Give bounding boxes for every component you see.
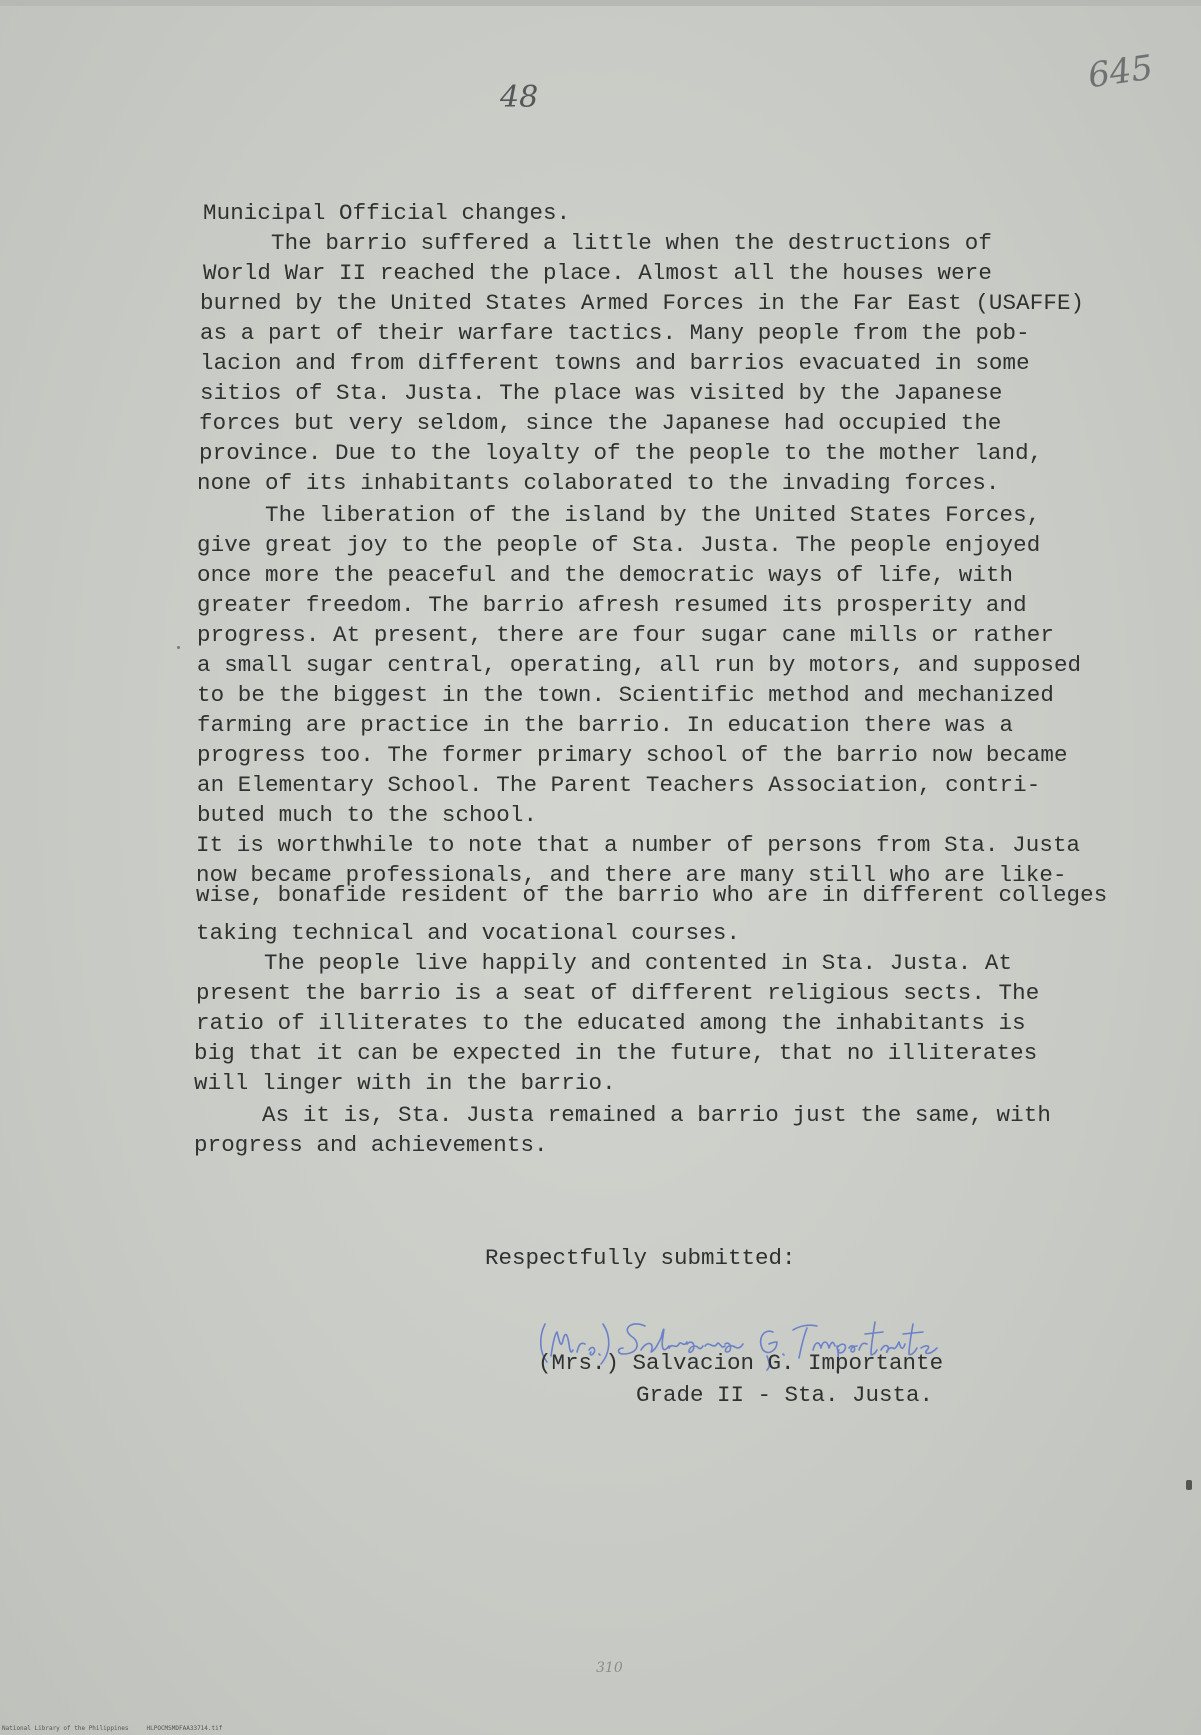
text-line: The people live happily and contented in Sta. Justa. At	[196, 950, 1013, 976]
text-line: an Elementary School. The Parent Teachers Association, contri-	[197, 772, 1041, 798]
text-line: burned by the United States Armed Forces in the Far East (USAFFE)	[200, 290, 1085, 316]
text-line: give great joy to the people of Sta. Justa. The people enjoyed	[197, 532, 1041, 558]
text-line: a small sugar central, operating, all run by motors, and supposed	[197, 652, 1082, 678]
text-line: big that it can be expected in the future, that no illiterates	[194, 1040, 1038, 1066]
text-line: Municipal Official changes.	[203, 200, 571, 226]
text-line: sitios of Sta. Justa. The place was visited by the Japanese	[200, 380, 1003, 406]
text-line: now became professionals, and there are many still who are like-	[196, 862, 1067, 888]
text-line: ratio of illiterates to the educated among the inhabitants is	[196, 1010, 1026, 1036]
text-line: present the barrio is a seat of different religious sects. The	[196, 980, 1040, 1006]
text-line: As it is, Sta. Justa remained a barrio just the same, with	[194, 1102, 1051, 1128]
signature-title: Grade II - Sta. Justa.	[636, 1382, 934, 1408]
handwritten-page-number: 48	[500, 80, 539, 115]
text-line: once more the peaceful and the democratic ways of life, with	[197, 562, 1014, 588]
text-line: buted much to the school.	[197, 802, 538, 828]
text-line: The liberation of the island by the United States Forces,	[197, 502, 1041, 528]
text-line: as a part of their warfare tactics. Many people from the pob-	[200, 320, 1030, 346]
text-line: progress and achievements.	[194, 1132, 548, 1158]
text-line: greater freedom. The barrio afresh resumed its prosperity and	[197, 592, 1027, 618]
signature-printed-name: (Mrs.) Salvacion G. Importante	[538, 1350, 944, 1376]
text-line: World War II reached the place. Almost all the houses were	[203, 260, 992, 286]
handwritten-archive-number: 645	[1085, 47, 1156, 97]
handwritten-bottom-mark: 310	[596, 1660, 623, 1676]
text-line: forces but very seldom, since the Japanese had occupied the	[199, 410, 1002, 436]
text-line: province. Due to the loyalty of the people to the mother land,	[199, 440, 1043, 466]
text-line: wise, bonafide resident of the barrio who are in different colleges	[196, 882, 1108, 908]
text-line: progress too. The former primary school of the barrio now became	[197, 742, 1068, 768]
text-line: lacion and from different towns and barrios evacuated in some	[200, 350, 1030, 376]
text-line: The barrio suffered a little when the destructions of	[203, 230, 992, 256]
text-line: none of its inhabitants colaborated to the invading forces.	[197, 470, 1000, 496]
text-line: to be the biggest in the town. Scientific method and mechanized	[197, 682, 1054, 708]
text-line: will linger with in the barrio.	[194, 1070, 616, 1096]
text-line: progress. At present, there are four sugar cane mills or rather	[197, 622, 1054, 648]
closing-phrase: Respectfully submitted:	[485, 1245, 796, 1271]
text-line: farming are practice in the barrio. In education there was a	[197, 712, 1014, 738]
scan-footer-label: National Library of the Philippines HLPOCMSMDFAA33714.tif	[2, 1725, 223, 1732]
text-line: taking technical and vocational courses.	[196, 920, 741, 946]
text-line: It is worthwhile to note that a number of persons from Sta. Justa	[196, 832, 1081, 858]
